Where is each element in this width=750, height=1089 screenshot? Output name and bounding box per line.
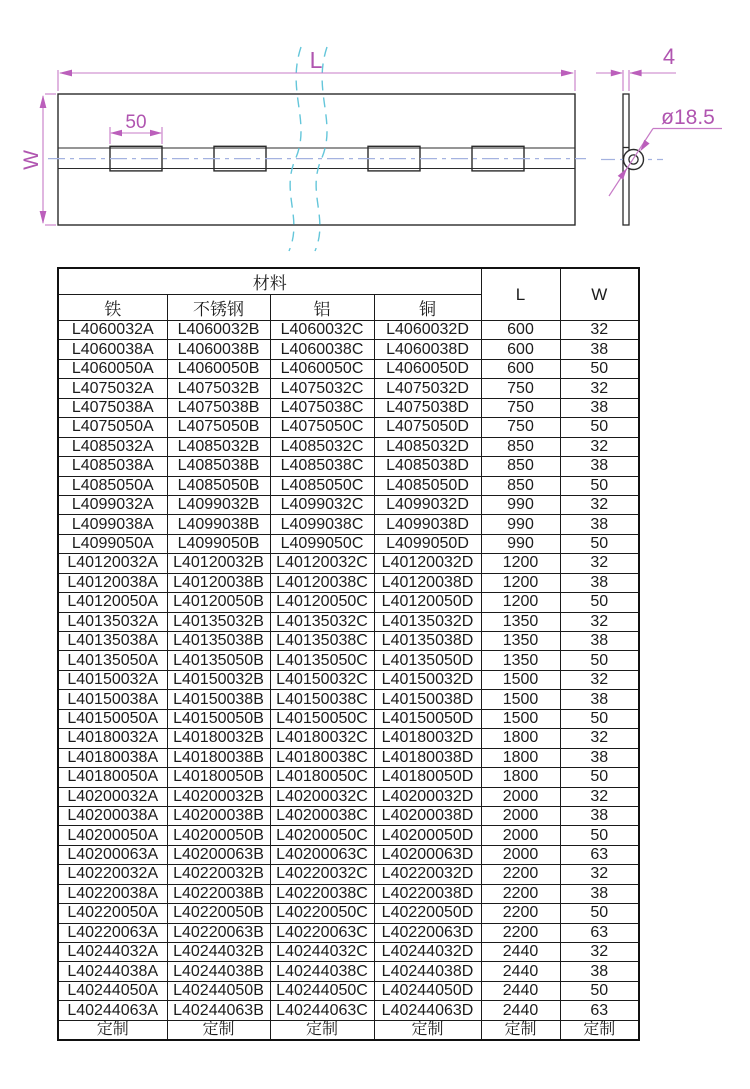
table-row xyxy=(58,690,639,709)
table-row xyxy=(58,398,639,417)
table-cell: L40135032C xyxy=(270,612,374,631)
table-cell: L40220063C xyxy=(270,923,374,942)
header-material-iron: 铁 xyxy=(58,295,167,321)
table-row xyxy=(58,495,639,514)
table-cell: L40150038D xyxy=(374,690,481,709)
table-cell: L40200050B xyxy=(167,826,270,845)
table-cell: 定制 xyxy=(167,1020,270,1040)
table-cell: L40120050C xyxy=(270,593,374,612)
table-cell: L40200050A xyxy=(58,826,167,845)
table-row xyxy=(58,573,639,592)
table-cell: L4085032D xyxy=(374,437,481,456)
table-row xyxy=(58,787,639,806)
table-cell: 38 xyxy=(560,884,639,903)
table-row xyxy=(58,418,639,437)
table-cell: 750 xyxy=(481,398,560,417)
table-cell: L40150038A xyxy=(58,690,167,709)
break-line xyxy=(289,47,301,251)
table-row xyxy=(58,981,639,1000)
table-cell: L40200032C xyxy=(270,787,374,806)
table-cell: 63 xyxy=(560,923,639,942)
table-cell: 1500 xyxy=(481,709,560,728)
table-cell: L40220038A xyxy=(58,884,167,903)
table-cell: L40220050B xyxy=(167,904,270,923)
table-cell: L40120032D xyxy=(374,554,481,573)
table-cell: L40120032C xyxy=(270,554,374,573)
table-cell: 32 xyxy=(560,787,639,806)
table-cell: 32 xyxy=(560,437,639,456)
table-cell: 2000 xyxy=(481,787,560,806)
table-cell: L40220063A xyxy=(58,923,167,942)
arrowhead xyxy=(611,70,623,77)
table-cell: L40180032D xyxy=(374,729,481,748)
table-cell: L40244038A xyxy=(58,962,167,981)
table-cell: L40200063A xyxy=(58,845,167,864)
table-cell: L40150038B xyxy=(167,690,270,709)
table-cell: 50 xyxy=(560,418,639,437)
table-cell: L40135032B xyxy=(167,612,270,631)
table-cell: L40120038C xyxy=(270,573,374,592)
table-cell: L4099050B xyxy=(167,534,270,553)
table-cell: 1800 xyxy=(481,748,560,767)
table-cell: L40180038B xyxy=(167,748,270,767)
table-row xyxy=(58,340,639,359)
table-cell: L4075050B xyxy=(167,418,270,437)
table-cell: 1350 xyxy=(481,632,560,651)
table-cell: L40120050B xyxy=(167,593,270,612)
table-cell: L40135038C xyxy=(270,632,374,651)
table-cell: 32 xyxy=(560,943,639,962)
table-cell: L40220063D xyxy=(374,923,481,942)
table-cell: L40200050C xyxy=(270,826,374,845)
table-cell: L4075050A xyxy=(58,418,167,437)
table-cell: 850 xyxy=(481,437,560,456)
header-material-stainless: 不锈钢 xyxy=(167,295,270,321)
arrowhead xyxy=(150,130,162,136)
table-cell: L40200038B xyxy=(167,806,270,825)
table-cell: 50 xyxy=(560,709,639,728)
table-cell: 850 xyxy=(481,457,560,476)
table-cell: L40200038C xyxy=(270,806,374,825)
table-row xyxy=(58,748,639,767)
table-cell: 2200 xyxy=(481,904,560,923)
table-cell: L4085038A xyxy=(58,457,167,476)
table-row xyxy=(58,457,639,476)
table-cell: 2000 xyxy=(481,806,560,825)
table-cell: L4085032C xyxy=(270,437,374,456)
table-cell: L4085032B xyxy=(167,437,270,456)
table-cell: 32 xyxy=(560,554,639,573)
table-cell: L4060050C xyxy=(270,359,374,378)
table-cell: L40220032C xyxy=(270,865,374,884)
table-cell: L40244038C xyxy=(270,962,374,981)
table-cell: 1350 xyxy=(481,651,560,670)
table-cell: L4085038C xyxy=(270,457,374,476)
table-row xyxy=(58,806,639,825)
table-row xyxy=(58,729,639,748)
table-cell: L40244063B xyxy=(167,1001,270,1020)
table-cell: L4085050A xyxy=(58,476,167,495)
table-cell: L40220050D xyxy=(374,904,481,923)
table-cell: 定制 xyxy=(481,1020,560,1040)
table-cell: 2000 xyxy=(481,845,560,864)
table-cell: L40200050D xyxy=(374,826,481,845)
table-cell: 1500 xyxy=(481,690,560,709)
table-cell: 990 xyxy=(481,495,560,514)
table-cell: 50 xyxy=(560,593,639,612)
arrowhead xyxy=(110,130,122,136)
table-row xyxy=(58,1020,639,1040)
table-cell: L40180050A xyxy=(58,768,167,787)
table-cell: L40200038D xyxy=(374,806,481,825)
table-cell: L4099050A xyxy=(58,534,167,553)
table-cell: 2200 xyxy=(481,923,560,942)
table-cell: 750 xyxy=(481,418,560,437)
table-cell: L40220050C xyxy=(270,904,374,923)
table-cell: L40180038D xyxy=(374,748,481,767)
table-cell: L4060032D xyxy=(374,321,481,340)
table-cell: L4075038B xyxy=(167,398,270,417)
table-cell: L4075038C xyxy=(270,398,374,417)
table-cell: L4099032A xyxy=(58,495,167,514)
table-cell: L40135050C xyxy=(270,651,374,670)
table-cell: L40220050A xyxy=(58,904,167,923)
dim-length-label: L xyxy=(309,47,323,73)
table-cell: L4060038B xyxy=(167,340,270,359)
table-cell: L40244050B xyxy=(167,981,270,1000)
table-cell: L40180038C xyxy=(270,748,374,767)
table-cell: L40200063D xyxy=(374,845,481,864)
table-cell: 1200 xyxy=(481,593,560,612)
table-cell: L40135038D xyxy=(374,632,481,651)
table-cell: 定制 xyxy=(560,1020,639,1040)
table-cell: L40220038C xyxy=(270,884,374,903)
table-cell: 1800 xyxy=(481,768,560,787)
table-cell: 32 xyxy=(560,495,639,514)
table-cell: L40135050D xyxy=(374,651,481,670)
table-cell: L4060038A xyxy=(58,340,167,359)
table-cell: 1500 xyxy=(481,670,560,689)
table-cell: 定制 xyxy=(374,1020,481,1040)
table-cell: 850 xyxy=(481,476,560,495)
table-cell: L40244063C xyxy=(270,1001,374,1020)
table-cell: L40180032B xyxy=(167,729,270,748)
table-cell: L40135032A xyxy=(58,612,167,631)
table-row xyxy=(58,321,639,340)
table-cell: 38 xyxy=(560,515,639,534)
table-cell: 1800 xyxy=(481,729,560,748)
table-row xyxy=(58,593,639,612)
table-cell: L40135050A xyxy=(58,651,167,670)
table-row xyxy=(58,515,639,534)
table-cell: 38 xyxy=(560,398,639,417)
table-cell: L40200063C xyxy=(270,845,374,864)
table-row xyxy=(58,943,639,962)
table-cell: L40150050B xyxy=(167,709,270,728)
dim-thickness-label: 4 xyxy=(662,44,676,69)
table-cell: L40244032A xyxy=(58,943,167,962)
table-cell: L40244050C xyxy=(270,981,374,1000)
table-cell: L4085050C xyxy=(270,476,374,495)
table-row xyxy=(58,923,639,942)
header-material-aluminum: 铝 xyxy=(270,295,374,321)
table-cell: L40150050C xyxy=(270,709,374,728)
table-cell: 50 xyxy=(560,981,639,1000)
table-cell: L40150038C xyxy=(270,690,374,709)
table-row xyxy=(58,845,639,864)
table-cell: 1350 xyxy=(481,612,560,631)
table-cell: L4085050B xyxy=(167,476,270,495)
table-cell: 2200 xyxy=(481,865,560,884)
table-cell: 38 xyxy=(560,962,639,981)
table-cell: L40244050A xyxy=(58,981,167,1000)
table-cell: L40180050B xyxy=(167,768,270,787)
table-cell: L40150032A xyxy=(58,670,167,689)
table-cell: L40220032D xyxy=(374,865,481,884)
table-cell: L4075032C xyxy=(270,379,374,398)
table-cell: L40244032B xyxy=(167,943,270,962)
table-cell: L40135032D xyxy=(374,612,481,631)
table-cell: 1200 xyxy=(481,573,560,592)
table-cell: L40150032B xyxy=(167,670,270,689)
table-cell: 600 xyxy=(481,321,560,340)
table-cell: L4060038D xyxy=(374,340,481,359)
table-cell: L4075038D xyxy=(374,398,481,417)
table-cell: L4060050D xyxy=(374,359,481,378)
table-cell: 32 xyxy=(560,321,639,340)
table-cell: 定制 xyxy=(58,1020,167,1040)
table-row xyxy=(58,359,639,378)
table-cell: L40244050D xyxy=(374,981,481,1000)
dim-width-label: W xyxy=(20,150,43,170)
table-header-row xyxy=(58,268,639,295)
table-row xyxy=(58,612,639,631)
table-cell: 定制 xyxy=(270,1020,374,1040)
table-cell: L4099032C xyxy=(270,495,374,514)
table-cell: L40220032A xyxy=(58,865,167,884)
table-cell: L4075032A xyxy=(58,379,167,398)
table-cell: 32 xyxy=(560,612,639,631)
table-cell: 38 xyxy=(560,632,639,651)
table-cell: L4060050B xyxy=(167,359,270,378)
table-cell: L40220038B xyxy=(167,884,270,903)
table-row xyxy=(58,1001,639,1020)
table-cell: 63 xyxy=(560,1001,639,1020)
table-cell: L4060032B xyxy=(167,321,270,340)
table-cell: L40150032D xyxy=(374,670,481,689)
header-material-copper: 铜 xyxy=(374,295,481,321)
parts-table xyxy=(57,267,640,1041)
table-cell: L40244032D xyxy=(374,943,481,962)
table-cell: L40120038A xyxy=(58,573,167,592)
table-row xyxy=(58,379,639,398)
table-cell: L40120038D xyxy=(374,573,481,592)
table-cell: L40220038D xyxy=(374,884,481,903)
table-cell: L4060032C xyxy=(270,321,374,340)
table-cell: L4099050D xyxy=(374,534,481,553)
table-cell: L40200032A xyxy=(58,787,167,806)
table-cell: L40200038A xyxy=(58,806,167,825)
table-cell: L40200032D xyxy=(374,787,481,806)
table-cell: 50 xyxy=(560,651,639,670)
table-cell: L4099038C xyxy=(270,515,374,534)
table-cell: 38 xyxy=(560,457,639,476)
table-cell: L4099032B xyxy=(167,495,270,514)
table-cell: 600 xyxy=(481,340,560,359)
table-cell: 1200 xyxy=(481,554,560,573)
table-cell: L4085050D xyxy=(374,476,481,495)
break-lines xyxy=(289,47,327,251)
table-cell: L4099032D xyxy=(374,495,481,514)
table-cell: L40150050D xyxy=(374,709,481,728)
arrowhead xyxy=(59,70,72,77)
table-cell: L40150050A xyxy=(58,709,167,728)
table-cell: L40180032C xyxy=(270,729,374,748)
table-cell: 2440 xyxy=(481,943,560,962)
table-cell: 50 xyxy=(560,904,639,923)
dimension-thickness xyxy=(596,70,676,91)
table-cell: 38 xyxy=(560,573,639,592)
header-width: W xyxy=(560,268,639,321)
table-cell: L4075050C xyxy=(270,418,374,437)
parts-table-container xyxy=(57,267,638,1041)
table-cell: 750 xyxy=(481,379,560,398)
table-cell: L4099038D xyxy=(374,515,481,534)
table-cell: L40120050D xyxy=(374,593,481,612)
table-cell: 38 xyxy=(560,690,639,709)
table-cell: 2440 xyxy=(481,981,560,1000)
table-cell: L40180050C xyxy=(270,768,374,787)
table-cell: L4099050C xyxy=(270,534,374,553)
table-cell: L40200032B xyxy=(167,787,270,806)
table-cell: L40180050D xyxy=(374,768,481,787)
table-cell: L40120038B xyxy=(167,573,270,592)
table-cell: L4060032A xyxy=(58,321,167,340)
table-cell: L40180038A xyxy=(58,748,167,767)
table-cell: 2200 xyxy=(481,884,560,903)
table-row xyxy=(58,670,639,689)
table-cell: L40120032A xyxy=(58,554,167,573)
arrowhead xyxy=(630,70,642,77)
table-cell: 990 xyxy=(481,515,560,534)
table-cell: L40220032B xyxy=(167,865,270,884)
table-cell: L40244063A xyxy=(58,1001,167,1020)
table-cell: 50 xyxy=(560,359,639,378)
hinge-technical-drawing xyxy=(0,0,750,260)
arrowhead xyxy=(40,211,47,224)
table-cell: L4085032A xyxy=(58,437,167,456)
table-cell: L40135050B xyxy=(167,651,270,670)
table-row xyxy=(58,962,639,981)
table-cell: L4099038B xyxy=(167,515,270,534)
table-cell: L40120050A xyxy=(58,593,167,612)
table-cell: 38 xyxy=(560,748,639,767)
table-cell: L40180032A xyxy=(58,729,167,748)
table-cell: L40135038A xyxy=(58,632,167,651)
table-cell: L40200063B xyxy=(167,845,270,864)
table-row xyxy=(58,826,639,845)
dim-diameter-label: ø18.5 xyxy=(661,106,715,129)
table-cell: L4075050D xyxy=(374,418,481,437)
table-cell: 32 xyxy=(560,729,639,748)
table-cell: L40244038D xyxy=(374,962,481,981)
table-cell: L40120032B xyxy=(167,554,270,573)
table-cell: L40244063D xyxy=(374,1001,481,1020)
table-cell: 50 xyxy=(560,768,639,787)
table-cell: 50 xyxy=(560,476,639,495)
table-cell: 600 xyxy=(481,359,560,378)
table-cell: L4085038B xyxy=(167,457,270,476)
header-length: L xyxy=(481,268,560,321)
arrowhead xyxy=(40,95,47,108)
table-cell: L40244038B xyxy=(167,962,270,981)
table-row xyxy=(58,554,639,573)
table-cell: L4099038A xyxy=(58,515,167,534)
table-row xyxy=(58,632,639,651)
table-cell: 32 xyxy=(560,379,639,398)
table-cell: L4060050A xyxy=(58,359,167,378)
table-cell: L40135038B xyxy=(167,632,270,651)
table-cell: 32 xyxy=(560,865,639,884)
dim-pitch-label: 50 xyxy=(125,112,147,133)
table-cell: 2440 xyxy=(481,1001,560,1020)
table-cell: 2000 xyxy=(481,826,560,845)
break-line xyxy=(315,47,327,251)
table-row xyxy=(58,768,639,787)
table-cell: L4075032D xyxy=(374,379,481,398)
table-row xyxy=(58,884,639,903)
header-material-group: 材料 xyxy=(58,268,481,295)
table-cell: 50 xyxy=(560,534,639,553)
table-cell: L40220063B xyxy=(167,923,270,942)
table-cell: L4060038C xyxy=(270,340,374,359)
table-row xyxy=(58,904,639,923)
table-cell: 50 xyxy=(560,826,639,845)
table-cell: 2440 xyxy=(481,962,560,981)
table-cell: 32 xyxy=(560,670,639,689)
table-cell: L40150032C xyxy=(270,670,374,689)
table-cell: L4075038A xyxy=(58,398,167,417)
table-cell: L4075032B xyxy=(167,379,270,398)
table-cell: 38 xyxy=(560,806,639,825)
table-cell: 63 xyxy=(560,845,639,864)
table-cell: L40244032C xyxy=(270,943,374,962)
table-row xyxy=(58,534,639,553)
table-row xyxy=(58,651,639,670)
table-cell: 38 xyxy=(560,340,639,359)
table-row xyxy=(58,709,639,728)
table-row xyxy=(58,865,639,884)
table-row xyxy=(58,437,639,456)
table-row xyxy=(58,476,639,495)
table-cell: L4085038D xyxy=(374,457,481,476)
arrowhead xyxy=(561,70,574,77)
table-cell: 990 xyxy=(481,534,560,553)
